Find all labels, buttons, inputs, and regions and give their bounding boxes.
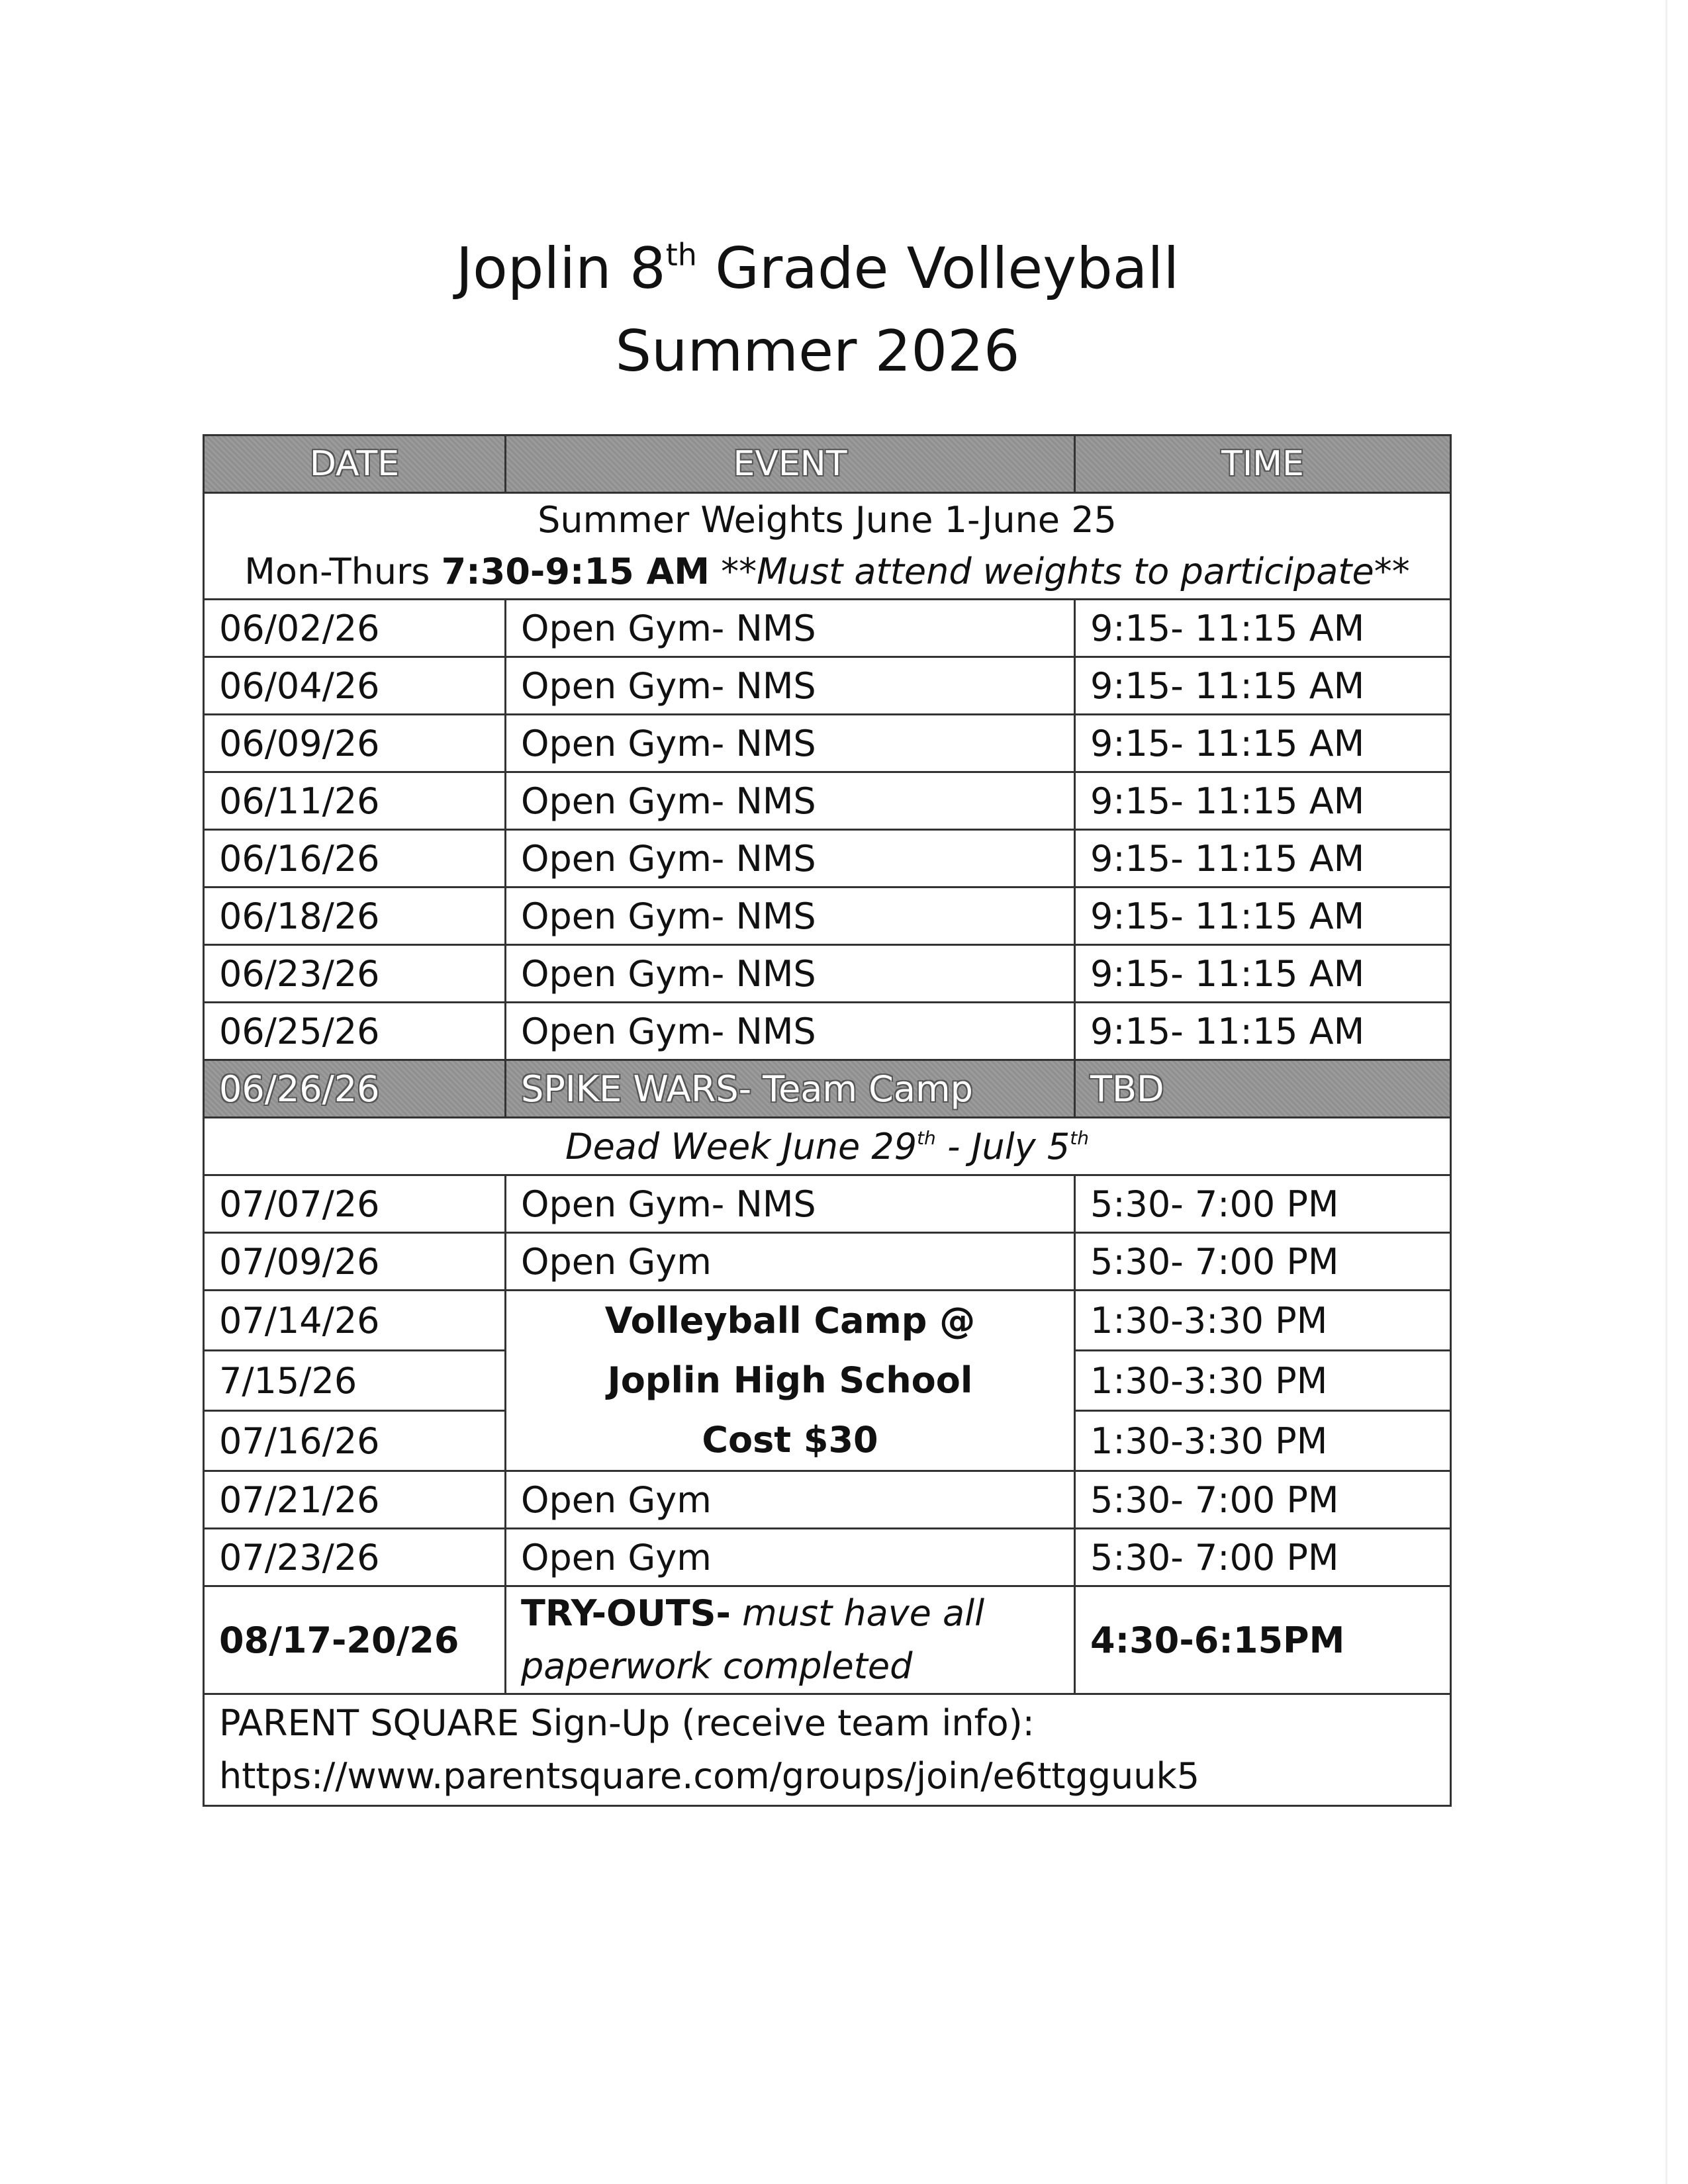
- row-time: 1:30-3:30 PM: [1075, 1291, 1451, 1351]
- row-time: 9:15- 11:15 AM: [1075, 945, 1451, 1003]
- row-time: 5:30- 7:00 PM: [1075, 1471, 1451, 1529]
- row-event: Open Gym- NMS: [506, 600, 1075, 657]
- title-pre: Joplin 8: [455, 236, 666, 302]
- row-date: 06/16/26: [204, 830, 506, 887]
- row-event: Open Gym: [506, 1529, 1075, 1586]
- row-date: 07/23/26: [204, 1529, 506, 1586]
- row-event: Open Gym- NMS: [506, 772, 1075, 830]
- tryouts-event: [506, 1586, 1075, 1694]
- table-row: [204, 830, 1451, 887]
- footer-cell: [204, 1694, 1451, 1806]
- weights-note: **Must attend weights to participate**: [709, 551, 1410, 592]
- header-event: EVENT: [506, 435, 1075, 493]
- camp-row: [204, 1291, 1451, 1351]
- row-event: Open Gym- NMS: [506, 657, 1075, 715]
- row-time: 9:15- 11:15 AM: [1075, 1003, 1451, 1060]
- title-post: Grade Volleyball: [696, 236, 1180, 302]
- row-date: 06/09/26: [204, 715, 506, 772]
- camp-line2: Joplin High School: [607, 1359, 973, 1401]
- row-event: Open Gym- NMS: [506, 1003, 1075, 1060]
- row-event: SPIKE WARS- Team Camp: [506, 1060, 1075, 1118]
- tryouts-label: TRY-OUTS-: [521, 1592, 731, 1634]
- header-time: TIME: [1075, 435, 1451, 493]
- footer-row: [204, 1694, 1451, 1806]
- row-date: 06/18/26: [204, 887, 506, 945]
- table-row: [204, 1003, 1451, 1060]
- camp-event-cell: [506, 1291, 1075, 1471]
- parentsquare-link[interactable]: https://www.parentsquare.com/groups/join/e6ttgguuk5: [219, 1755, 1200, 1797]
- tryouts-time: 4:30-6:15PM: [1075, 1586, 1451, 1694]
- dead-week-cell: [204, 1118, 1451, 1175]
- dead-week-pre: Dead Week June 29: [565, 1125, 917, 1167]
- row-date: 06/02/26: [204, 600, 506, 657]
- row-time: 9:15- 11:15 AM: [1075, 600, 1451, 657]
- row-date: 06/25/26: [204, 1003, 506, 1060]
- row-time: 9:15- 11:15 AM: [1075, 830, 1451, 887]
- table-row: [204, 945, 1451, 1003]
- dead-week-row: [204, 1118, 1451, 1175]
- tryouts-date: 08/17-20/26: [204, 1586, 506, 1694]
- document-subtitle: Summer 2026: [615, 318, 1020, 385]
- row-time: 5:30- 7:00 PM: [1075, 1175, 1451, 1233]
- table-row: [204, 1471, 1451, 1529]
- schedule-table: [203, 434, 1452, 1807]
- tryouts-note: must have all paperwork completed: [521, 1592, 985, 1687]
- table-row: [204, 1233, 1451, 1291]
- row-date: 07/14/26: [204, 1291, 506, 1351]
- row-time: 9:15- 11:15 AM: [1075, 715, 1451, 772]
- table-row: [204, 1529, 1451, 1586]
- row-time: 5:30- 7:00 PM: [1075, 1529, 1451, 1586]
- row-time: 1:30-3:30 PM: [1075, 1351, 1451, 1411]
- row-time: 9:15- 11:15 AM: [1075, 887, 1451, 945]
- table-row: [204, 657, 1451, 715]
- weights-row: [204, 493, 1451, 600]
- row-event: Open Gym: [506, 1233, 1075, 1291]
- row-event: Open Gym: [506, 1471, 1075, 1529]
- page-edge-line: [1665, 0, 1667, 2184]
- row-date: 7/15/26: [204, 1351, 506, 1411]
- highlight-row: [204, 1060, 1451, 1118]
- row-date: 06/04/26: [204, 657, 506, 715]
- weights-cell: [204, 493, 1451, 600]
- parentsquare-label: PARENT SQUARE Sign-Up (receive team info):: [219, 1702, 1035, 1744]
- row-event: Open Gym- NMS: [506, 887, 1075, 945]
- row-date: 07/09/26: [204, 1233, 506, 1291]
- row-date: 06/23/26: [204, 945, 506, 1003]
- row-date: 06/26/26: [204, 1060, 506, 1118]
- table-row: [204, 1175, 1451, 1233]
- table-row: [204, 715, 1451, 772]
- weights-time: 7:30-9:15 AM: [441, 551, 710, 592]
- row-date: 07/07/26: [204, 1175, 506, 1233]
- row-date: 06/11/26: [204, 772, 506, 830]
- table-row: [204, 772, 1451, 830]
- dead-week-mid: - July 5: [935, 1125, 1070, 1167]
- row-event: Open Gym- NMS: [506, 715, 1075, 772]
- table-row: [204, 887, 1451, 945]
- tryouts-row: [204, 1586, 1451, 1694]
- table-row: [204, 600, 1451, 657]
- row-event: Open Gym- NMS: [506, 830, 1075, 887]
- row-time: 9:15- 11:15 AM: [1075, 772, 1451, 830]
- document-title: [0, 236, 1635, 302]
- dead-week-sup1: th: [917, 1126, 936, 1149]
- camp-line1: Volleyball Camp @: [604, 1300, 976, 1342]
- row-time: TBD: [1075, 1060, 1451, 1118]
- row-time: 1:30-3:30 PM: [1075, 1411, 1451, 1471]
- header-date: DATE: [204, 435, 506, 493]
- dead-week-sup2: th: [1070, 1126, 1089, 1149]
- row-time: 5:30- 7:00 PM: [1075, 1233, 1451, 1291]
- row-date: 07/16/26: [204, 1411, 506, 1471]
- weights-line2-pre: Mon-Thurs: [244, 551, 442, 592]
- weights-line1: Summer Weights June 1-June 25: [538, 499, 1117, 541]
- row-time: 9:15- 11:15 AM: [1075, 657, 1451, 715]
- header-row: [204, 435, 1451, 493]
- row-event: Open Gym- NMS: [506, 1175, 1075, 1233]
- row-date: 07/21/26: [204, 1471, 506, 1529]
- row-event: Open Gym- NMS: [506, 945, 1075, 1003]
- title-sup: th: [665, 237, 697, 273]
- camp-line3: Cost $30: [702, 1419, 878, 1461]
